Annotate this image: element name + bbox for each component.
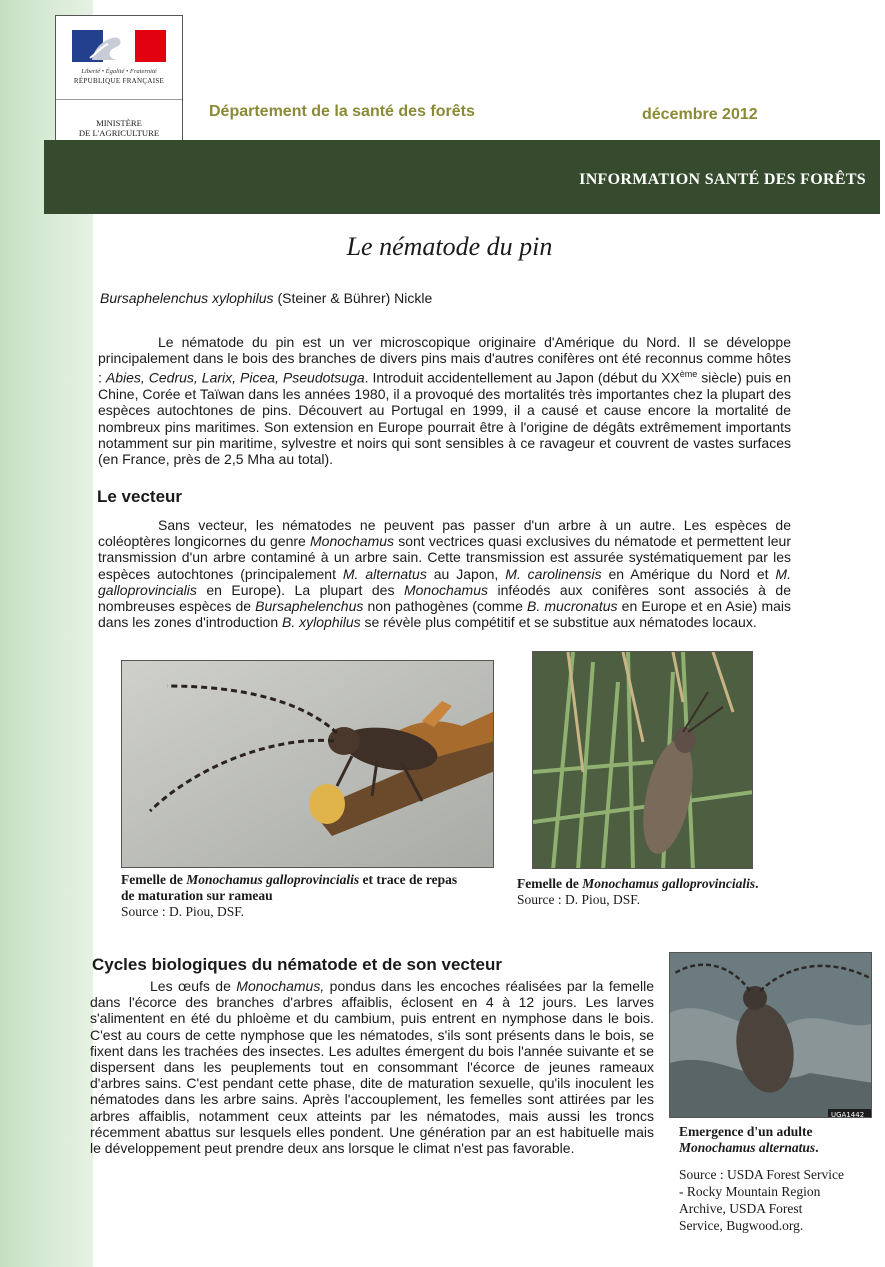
text-run: Sans vecteur, les nématodes ne peuvent pas passer d'un arbre à un autre. Les espèces de coléoptères longicornes du genre: [98, 517, 791, 550]
source-line: Archive, USDA Forest: [679, 1201, 803, 1216]
text-run-italic: Monochamus: [310, 533, 395, 550]
species-name: Bursaphelenchus xylophilus: [100, 290, 274, 306]
logo-republique: RÉPUBLIQUE FRANÇAISE: [73, 77, 165, 85]
figure-caption-1: [121, 872, 461, 920]
text-run: . Introduit accidentellement au Japon (début du XX: [364, 370, 680, 387]
cycles-paragraph: [90, 978, 654, 1156]
department-name: Département de la santé des forêts: [209, 103, 475, 120]
figure-source-2: Source : D. Piou, DSF.: [517, 892, 641, 907]
caption-text: Emergence d'un adulte: [679, 1124, 813, 1139]
section-heading-vecteur: Le vecteur: [97, 487, 183, 506]
banner-title: INFORMATION SANTÉ DES FORÊTS: [579, 171, 866, 188]
header-banner: [44, 140, 880, 214]
vecteur-paragraph: [98, 517, 791, 630]
text-run-italic: M. galloprovincialis: [98, 565, 791, 598]
caption-text: Femelle de: [517, 876, 583, 891]
text-run: Les œufs de: [150, 978, 237, 994]
intro-paragraph: [98, 334, 791, 467]
photo-code-label: UGA1442: [831, 1111, 865, 1118]
species-authority: (Steiner & Bührer) Nickle: [273, 290, 433, 306]
text-run: en Amérique du Nord et: [601, 565, 776, 582]
text-run: pondus dans les encoches réalisées par la femelle dans l'écorce des branches d'arbres affaiblis, éclosent en 4 à 12 jours. Les larves s'alimentent en été du phloème et du cambium, puis entrent en nymphose dans le bois. C'est au cours de cette nymphose que les nématodes, s'ils sont présents dans le bois, se fixent dans les trachées des insectes. Les adultes émergent du bois l'année suivante et se dispersent dans les peuplements tout en consommant l'écorce de jeunes rameaux d'arbres sains. C'est pendant cette phase, dite de maturation sexuelle, qu'ils inoculent les nématodes dans les arbre sains. Après l'accouplement, les femelles sont attirées par les arbres affaiblis, notamment ceux atteints par les nématodes, mais aussi les troncs récemment abattus sur lesquels elles pondent. Une génération par an est habituelle mais le développement peut prendre deux ans lorsque le climat n'est pas favorable.: [90, 978, 654, 1157]
scientific-name: [100, 290, 432, 306]
figure-source-1: Source : D. Piou, DSF.: [121, 904, 245, 919]
photo-beetle-on-twig: [121, 660, 494, 868]
text-run: au Japon,: [426, 565, 506, 582]
publication-date: décembre 2012: [642, 106, 758, 123]
ministry-line: DE L'AGRICULTURE: [78, 128, 160, 138]
marianne-logo: [56, 16, 182, 100]
caption-text: .: [815, 1140, 819, 1155]
text-run: se révèle plus compétitif et se substitue aux nématodes locaux.: [360, 614, 757, 631]
text-run-italic: B. xylophilus: [282, 614, 361, 631]
source-line: Source : USDA Forest Service: [679, 1167, 844, 1182]
text-run: non pathogènes (comme: [363, 598, 528, 615]
caption-text: et trace de repas de maturation sur rameau: [121, 872, 458, 903]
ministry-line: MINISTÈRE: [96, 118, 142, 128]
figure-source-3: [679, 1166, 879, 1234]
page-title: Le nématode du pin: [346, 232, 553, 261]
text-run-italic: Bursaphelenchus: [255, 598, 364, 615]
text-run: sont vectrices quasi exclusives du nématode et permettent leur transmission d'un arbre contaminé à un arbre sain. Cette transmission est assurée systématiquement par les espèces autochtones (principalement: [98, 533, 791, 582]
text-run: siècle) puis en Chine, Corée et Taïwan dans les années 1980, il a provoqué des mortalités très importantes chez la plupart des espèces autochtones de pins. Découvert au Portugal en 1999, il a causé et cause encore la mortalité de nombreux pins maritimes. Son extension en Europe pourrait être à l'origine de dégâts extrêmement importants notamment sur pin maritime, sylvestre et noirs qui sont sensibles à ce ravageur et couvrent de vastes surfaces (en France, près de 2,5 Mha au total).: [98, 370, 791, 468]
caption-species: Monochamus alternatus: [679, 1140, 816, 1155]
superscript: ème: [679, 369, 698, 380]
logo-motto: Liberté • Égalité • Fraternité: [81, 68, 157, 75]
text-run: Le nématode du pin est un ver microscopique originaire d'Amérique du Nord. Il se développe principalement dans le bois des branches de divers pins mais d'autres conifères ont été reconnus comme hôtes :: [98, 334, 791, 387]
caption-text: Femelle de: [121, 872, 187, 887]
section-heading-cycles: Cycles biologiques du nématode et de son vecteur: [92, 955, 502, 974]
photo-beetle-emergence: [669, 952, 872, 1118]
source-line: - Rocky Mountain Region: [679, 1184, 821, 1199]
text-run-italic: Monochamus,: [236, 978, 325, 994]
text-run-italic: B. mucronatus: [527, 598, 618, 615]
text-run-italic: Monochamus: [403, 581, 489, 598]
marianne-flag-icon: [72, 30, 166, 62]
caption-species: Monochamus galloprovincialis: [582, 876, 756, 891]
text-run-italic: M. alternatus: [342, 565, 427, 582]
caption-species: Monochamus galloprovincialis: [186, 872, 360, 887]
figure-caption-2: [517, 876, 857, 908]
source-line: Service, Bugwood.org.: [679, 1218, 804, 1233]
photo-beetle-on-pine-needles: [532, 651, 753, 869]
text-run-italic: Abies, Cedrus, Larix, Picea, Pseudotsuga: [105, 370, 365, 387]
text-run: en Europe). La plupart des: [196, 581, 404, 598]
figure-caption-3: [679, 1124, 879, 1156]
text-run: inféodés aux conifères sont associés à de nombreuses espèces de: [98, 581, 792, 615]
text-run: en Europe et en Asie) mais dans les zones d'introduction: [98, 598, 791, 631]
text-run-italic: M. carolinensis: [505, 565, 602, 582]
caption-text: .: [755, 876, 759, 891]
